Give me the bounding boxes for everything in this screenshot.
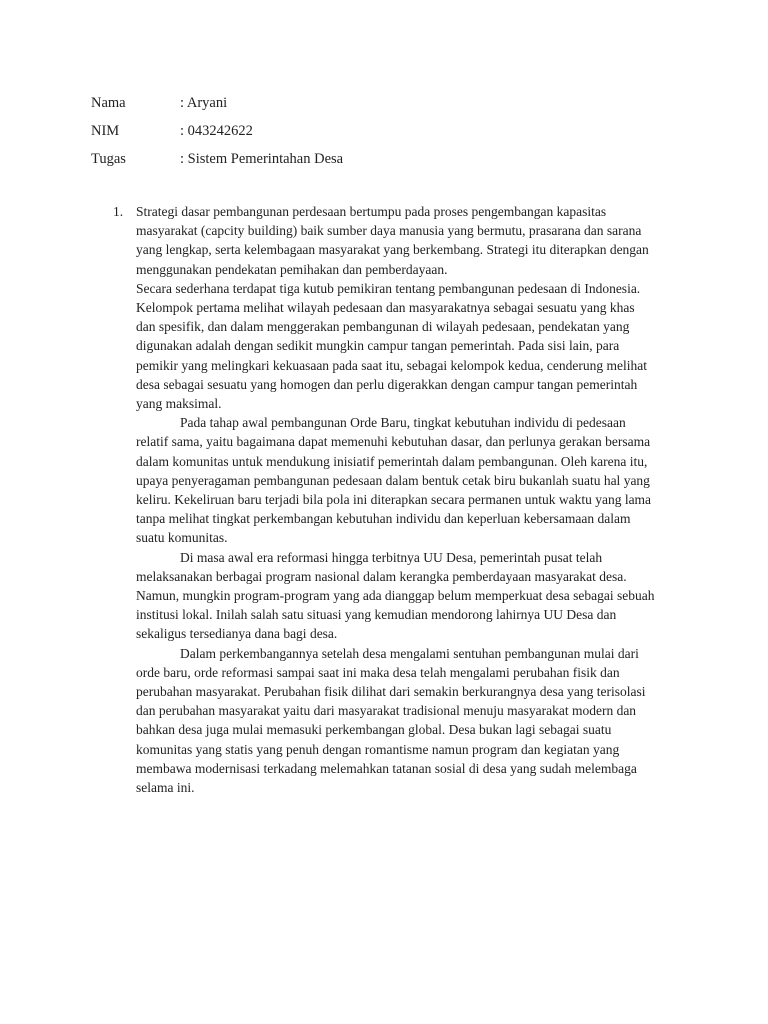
name-value: : Aryani <box>180 95 228 111</box>
paragraph: Secara sederhana terdapat tiga kutub pemikiran tentang pembangunan pedesaan di Indonesia. Kelompok pertama melihat wilayah pedesaan dan masyarakatnya sebagai sesuatu yang khas dan spesifik, dan dalam menggerakan pembangunan di wilayah pedesaan, pendekatan yang digunakan adalah dengan sedikit mungkin campur tangan pemerintah. Pada sisi lain, para pemikir yang melingkari kekuasaan pada saat itu, sebagai kelompok kedua, cenderung melihat desa sebagai sesuatu yang homogen dan perlu digerakkan dengan campur tangan pemerintah yang maksimal. <box>136 280 647 412</box>
paragraph: Strategi dasar pembangunan perdesaan bertumpu pada proses pengembangan kapasitas masyarakat (capcity building) baik sumber daya manusia yang bermutu, prasarana dan sarana yang lengkap, serta kelembagaan masyarakat yang berkembang. Strategi itu diterapkan dengan menggunakan pendekatan pemihakan dan pemberdayaan. <box>136 204 649 277</box>
nim-value: : 043242622 <box>180 123 253 139</box>
name-label: Nama <box>91 95 126 111</box>
paragraph: Pada tahap awal pembangunan Orde Baru, tingkat kebutuhan individu di pedesaan relatif sama, yaitu bagaimana dapat memenuhi kebutuhan dasar, dan perlunya gerakan bersama dalam komunitas untuk mendukung inisiatif pemerintah dalam pembangunan. Oleh karena itu, upaya penyeragaman pembangunan pedesaan dalam bentuk cetak biru bukanlah suatu hal yang keliru. Kekeliruan baru terjadi bila pola ini diterapkan secara permanen untuk waktu yang lama tanpa melihat tingkat perkembangan kebutuhan individu dan keperluan kebersamaan dalam suatu komunitas. <box>136 415 652 546</box>
student-info <box>91 93 691 177</box>
paragraph: Dalam perkembangannya setelah desa mengalami sentuhan pembangunan mulai dari orde baru, orde reformasi sampai saat ini maka desa telah mengalami perubahan fisik dan perubahan masyarakat. Perubahan fisik dilihat dari semakin berkurangnya desa yang terisolasi dan perubahan masyarakat yaitu dari masyarakat tradisional menuju masyarakat modern dan bahkan desa juga mulai memasuki perkembangan global. Desa bukan lagi sebagai suatu komunitas yang statis yang penuh dengan romantisme namun program dan kegiatan yang membawa modernisasi terkadang melemahkan tatanan sosial di desa yang sudah melembaga selama ini. <box>136 645 646 796</box>
answer-number: 1. <box>113 204 124 219</box>
answer-body <box>136 202 656 797</box>
paragraph: Di masa awal era reformasi hingga terbitnya UU Desa, pemerintah pusat telah melaksanakan berbagai program nasional dalam kerangka pemberdayaan masyarakat desa. Namun, mungkin program-program yang ada dianggap belum memperkuat desa sebagai sebuah institusi lokal. Inilah salah satu situasi yang kemudian mendorong lahirnya UU Desa dan sekaligus tersedianya dana bagi desa. <box>136 549 655 642</box>
nim-row <box>91 121 691 149</box>
task-row <box>91 149 691 177</box>
nim-label: NIM <box>91 123 120 139</box>
task-label: Tugas <box>91 151 126 167</box>
task-value: : Sistem Pemerintahan Desa <box>180 151 344 167</box>
name-row <box>91 93 691 121</box>
